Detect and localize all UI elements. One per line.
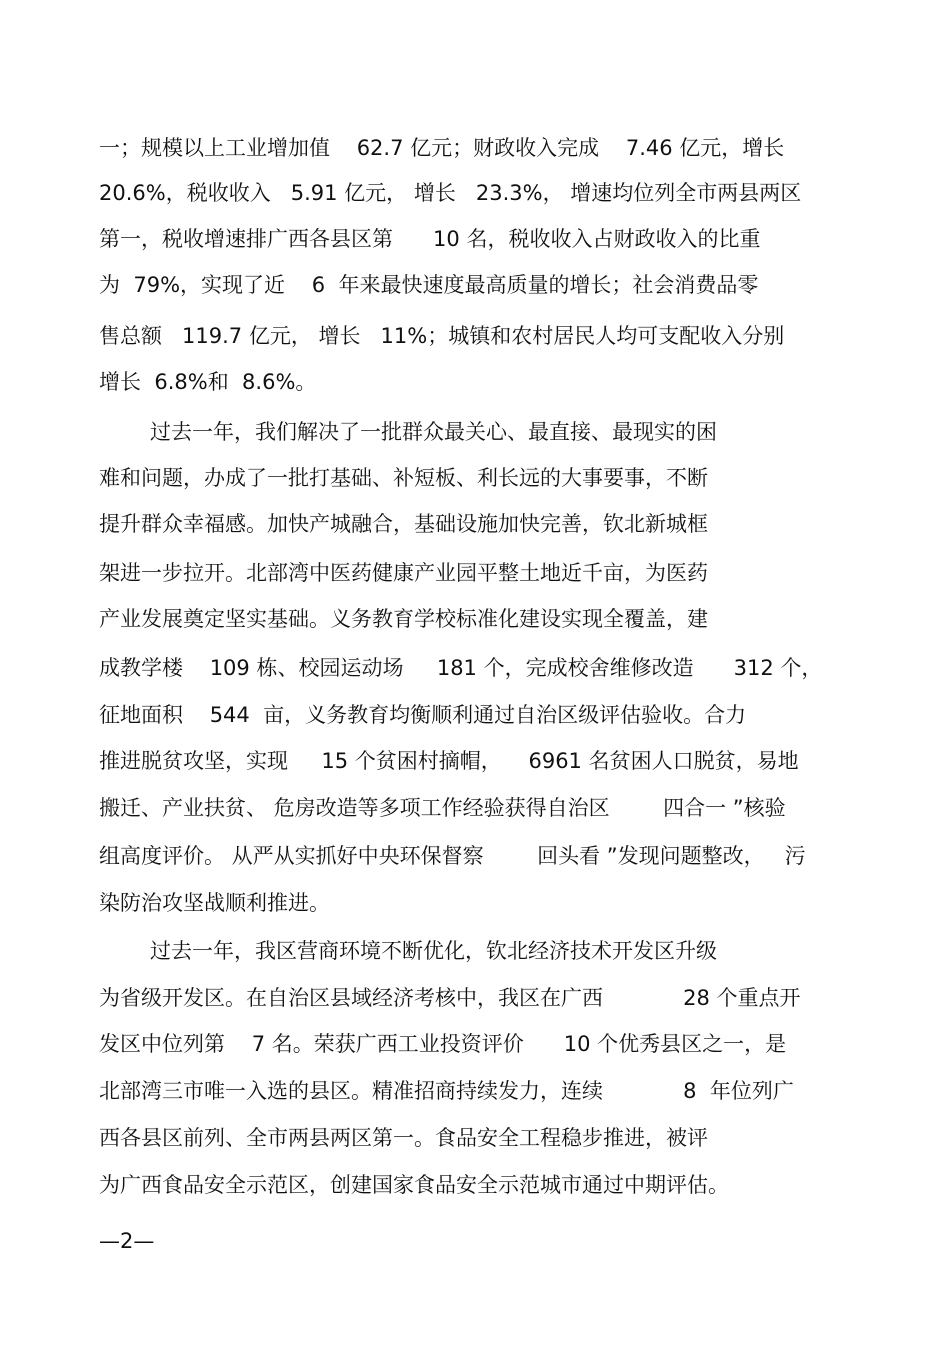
body-text-line: 售总额 119.7 亿元， 增长 11%；城镇和农村居民人均可支配收入分别 <box>99 324 785 348</box>
paragraph-first-line: 过去一年，我区营商环境不断优化，钦北经济技术开发区升级 <box>150 939 717 963</box>
body-text-line: 架进一步拉开。北部湾中医药健康产业园平整土地近千亩，为医药 <box>99 561 708 585</box>
body-text-line: 北部湾三市唯一入选的县区。精准招商持续发力，连续 8 年位列广 <box>99 1079 794 1103</box>
body-text-line: 为 79%，实现了近 6 年来最快速度最高质量的增长；社会消费品零 <box>99 273 759 297</box>
body-text-line: 第一，税收增速排广西各县区第 10 名，税收收入占财政收入的比重 <box>99 227 761 251</box>
paragraph-first-line: 过去一年，我们解决了一批群众最关心、最直接、最现实的困 <box>150 420 717 444</box>
body-text-line: 组高度评价。 从严从实抓好中央环保督察 回头看 ”发现问题整改， 污 <box>99 844 806 868</box>
body-text-line: 一；规模以上工业增加值 62.7 亿元；财政收入完成 7.46 亿元，增长 <box>99 136 785 160</box>
body-text-line: 搬迁、产业扶贫、 危房改造等多项工作经验获得自治区 四合一 ”核验 <box>99 796 786 820</box>
body-text-line: 为广西食品安全示范区，创建国家食品安全示范城市通过中期评估。 <box>99 1173 729 1197</box>
body-text-line: 为省级开发区。在自治区县域经济考核中，我区在广西 28 个重点开 <box>99 986 801 1010</box>
body-text-line: 征地面积 544 亩，义务教育均衡顺利通过自治区级评估验收。合力 <box>99 703 747 727</box>
body-text-line: 成教学楼 109 栋、校园运动场 181 个，完成校舍维修改造 312 个， <box>99 656 823 680</box>
body-text-line: 难和问题，办成了一批打基础、补短板、利长远的大事要事，不断 <box>99 466 708 490</box>
page-number: —2— <box>99 1229 155 1253</box>
body-text-line: 西各县区前列、全市两县两区第一。食品安全工程稳步推进，被评 <box>99 1126 708 1150</box>
body-text-line: 增长 6.8%和 8.6%。 <box>99 370 317 394</box>
body-text-line: 推进脱贫攻坚，实现 15 个贫困村摘帽， 6961 名贫困人口脱贫，易地 <box>99 749 799 773</box>
body-text-line: 产业发展奠定坚实基础。义务教育学校标准化建设实现全覆盖，建 <box>99 607 708 631</box>
body-text-line: 染防治攻坚战顺利推进。 <box>99 891 330 915</box>
body-text-line: 发区中位列第 7 名。荣获广西工业投资评价 10 个优秀县区之一，是 <box>99 1032 787 1056</box>
body-text-line: 提升群众幸福感。加快产城融合，基础设施加快完善，钦北新城框 <box>99 512 708 536</box>
body-text-line: 20.6%，税收收入 5.91 亿元， 增长 23.3%， 增速均位列全市两县两区 <box>99 181 802 205</box>
